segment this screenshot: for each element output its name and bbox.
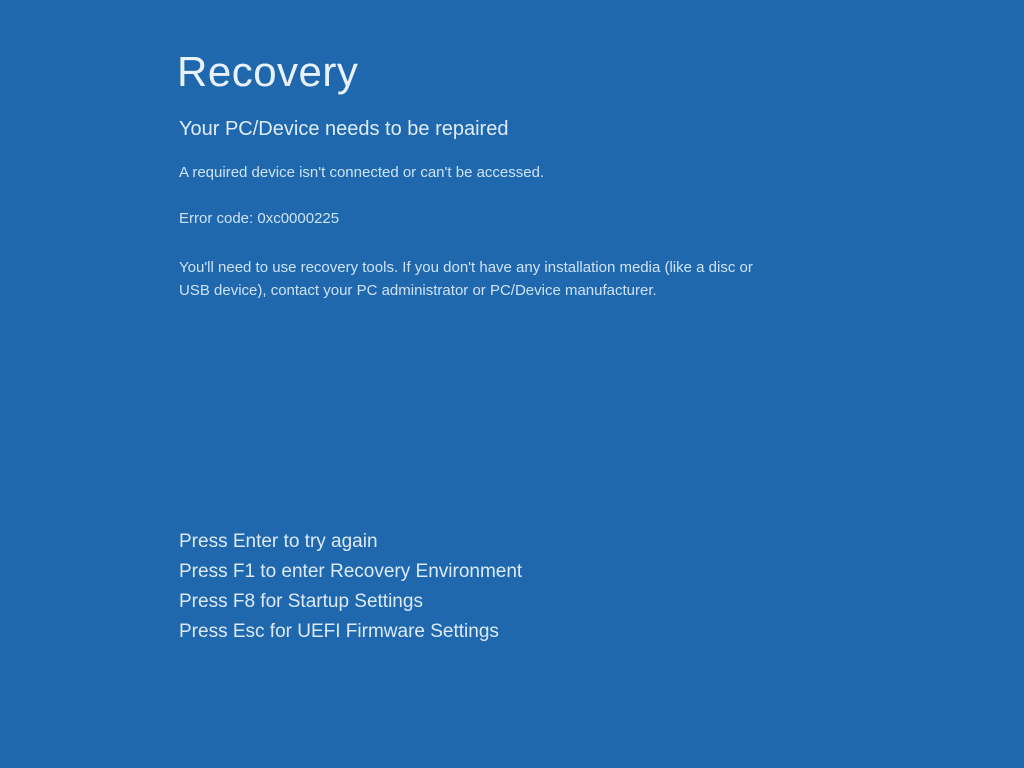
error-code: Error code: 0xc0000225: [179, 210, 340, 227]
key-options-list: [179, 527, 522, 647]
key-option-f8: Press F8 for Startup Settings: [179, 591, 423, 612]
repair-subtitle: Your PC/Device needs to be repaired: [179, 118, 509, 140]
key-option-enter: Press Enter to try again: [179, 531, 378, 552]
recovery-instructions: You'll need to use recovery tools. If you don't have any installation media (like a disc or USB device), contact your PC administrator or PC/Device manufacturer.: [179, 259, 753, 299]
error-description: A required device isn't connected or can't be accessed.: [179, 164, 545, 181]
key-option-esc: Press Esc for UEFI Firmware Settings: [179, 621, 499, 642]
key-option-f1: Press F1 to enter Recovery Environment: [179, 561, 523, 582]
page-title: Recovery: [177, 48, 359, 95]
